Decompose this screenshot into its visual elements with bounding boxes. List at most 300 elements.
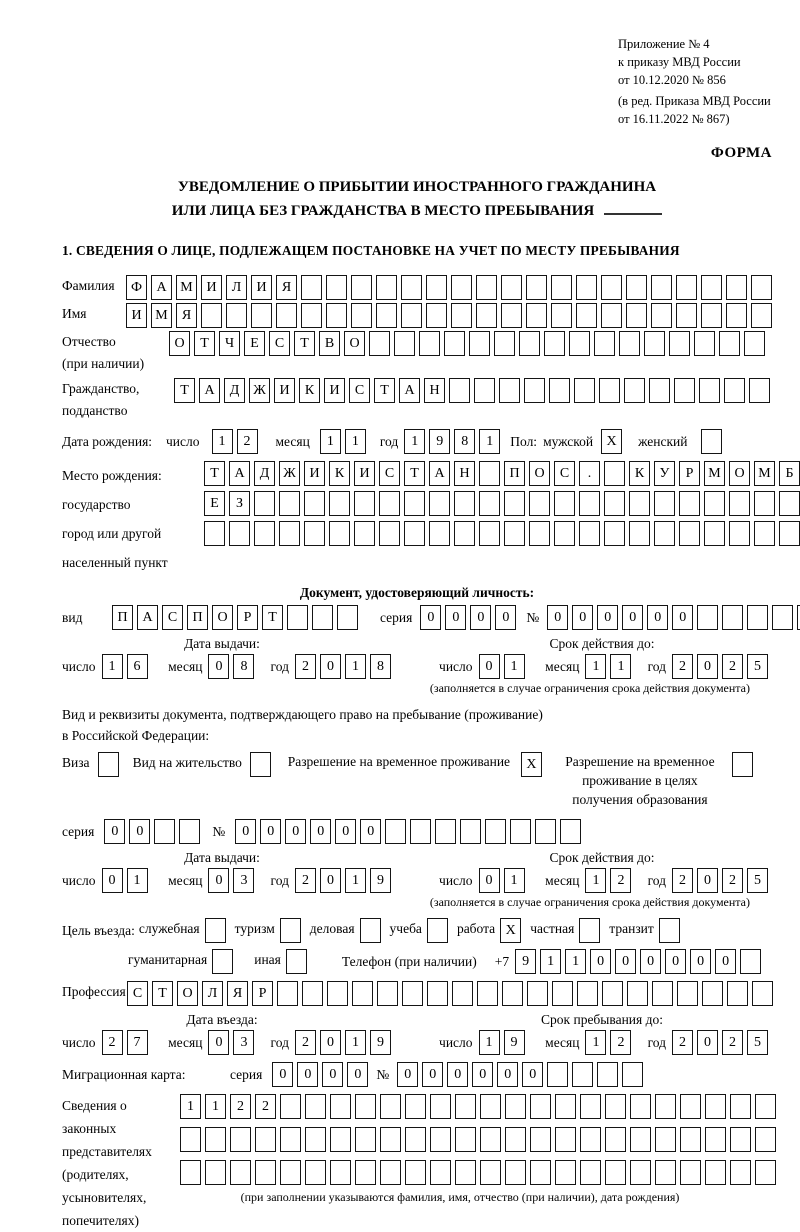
char-cell[interactable]: Л — [202, 981, 223, 1006]
char-cell[interactable] — [255, 1127, 276, 1152]
char-cell[interactable] — [601, 275, 622, 300]
char-cell[interactable]: 0 — [572, 605, 593, 630]
purpose-transit-checkbox[interactable] — [659, 918, 680, 943]
char-cell[interactable] — [751, 275, 772, 300]
char-cell[interactable]: П — [112, 605, 133, 630]
char-cell[interactable]: Т — [204, 461, 225, 486]
char-cell[interactable] — [629, 521, 650, 546]
char-cell[interactable]: Ф — [126, 275, 147, 300]
char-cell[interactable] — [555, 1127, 576, 1152]
char-cell[interactable] — [504, 521, 525, 546]
char-cell[interactable] — [577, 981, 598, 1006]
char-cell[interactable]: Т — [294, 331, 315, 356]
char-cell[interactable]: Е — [204, 491, 225, 516]
char-cell[interactable]: 0 — [297, 1062, 318, 1087]
char-cell[interactable] — [604, 521, 625, 546]
char-cell[interactable]: Н — [424, 378, 445, 403]
char-cell[interactable] — [405, 1094, 426, 1119]
char-cell[interactable]: 0 — [347, 1062, 368, 1087]
char-cell[interactable] — [330, 1127, 351, 1152]
char-cell[interactable] — [279, 491, 300, 516]
char-cell[interactable]: 1 — [504, 654, 525, 679]
char-cell[interactable] — [680, 1094, 701, 1119]
char-cell[interactable] — [426, 303, 447, 328]
char-cell[interactable]: 0 — [479, 654, 500, 679]
char-cell[interactable] — [751, 303, 772, 328]
char-cell[interactable] — [355, 1160, 376, 1185]
char-cell[interactable]: 2 — [102, 1030, 123, 1055]
char-cell[interactable] — [330, 1094, 351, 1119]
char-cell[interactable] — [430, 1127, 451, 1152]
char-cell[interactable]: 2 — [672, 654, 693, 679]
char-cell[interactable]: 3 — [233, 868, 254, 893]
char-cell[interactable] — [444, 331, 465, 356]
char-cell[interactable] — [226, 303, 247, 328]
char-cell[interactable]: 0 — [665, 949, 686, 974]
char-cell[interactable]: 0 — [422, 1062, 443, 1087]
purpose-other-checkbox[interactable] — [286, 949, 307, 974]
char-cell[interactable]: 0 — [615, 949, 636, 974]
char-cell[interactable]: 0 — [472, 1062, 493, 1087]
char-cell[interactable]: А — [151, 275, 172, 300]
char-cell[interactable] — [402, 981, 423, 1006]
char-cell[interactable] — [560, 819, 581, 844]
char-cell[interactable] — [501, 303, 522, 328]
char-cell[interactable]: 0 — [547, 605, 568, 630]
char-cell[interactable]: 1 — [610, 654, 631, 679]
char-cell[interactable]: 0 — [285, 819, 306, 844]
char-cell[interactable]: О — [177, 981, 198, 1006]
char-cell[interactable] — [376, 275, 397, 300]
char-cell[interactable]: 1 — [479, 1030, 500, 1055]
char-cell[interactable] — [279, 521, 300, 546]
char-cell[interactable]: С — [127, 981, 148, 1006]
char-cell[interactable]: К — [299, 378, 320, 403]
char-cell[interactable] — [574, 378, 595, 403]
char-cell[interactable]: 1 — [585, 1030, 606, 1055]
char-cell[interactable] — [337, 605, 358, 630]
char-cell[interactable]: Н — [454, 461, 475, 486]
char-cell[interactable] — [380, 1160, 401, 1185]
char-cell[interactable] — [552, 981, 573, 1006]
char-cell[interactable]: 2 — [230, 1094, 251, 1119]
char-cell[interactable] — [627, 981, 648, 1006]
char-cell[interactable] — [524, 378, 545, 403]
temp-residence-checkbox[interactable]: X — [521, 752, 542, 777]
char-cell[interactable] — [460, 819, 481, 844]
char-cell[interactable]: С — [379, 461, 400, 486]
char-cell[interactable] — [651, 275, 672, 300]
char-cell[interactable]: М — [176, 275, 197, 300]
char-cell[interactable]: 9 — [429, 429, 450, 454]
char-cell[interactable] — [605, 1160, 626, 1185]
char-cell[interactable]: 1 — [585, 868, 606, 893]
char-cell[interactable]: 0 — [320, 654, 341, 679]
char-cell[interactable] — [701, 275, 722, 300]
char-cell[interactable] — [674, 378, 695, 403]
char-cell[interactable] — [754, 521, 775, 546]
char-cell[interactable] — [401, 275, 422, 300]
char-cell[interactable] — [505, 1160, 526, 1185]
char-cell[interactable]: С — [162, 605, 183, 630]
char-cell[interactable] — [547, 1062, 568, 1087]
char-cell[interactable] — [626, 303, 647, 328]
char-cell[interactable]: 1 — [345, 429, 366, 454]
char-cell[interactable] — [254, 521, 275, 546]
char-cell[interactable]: 0 — [697, 654, 718, 679]
char-cell[interactable]: 2 — [722, 654, 743, 679]
char-cell[interactable] — [694, 331, 715, 356]
char-cell[interactable] — [626, 275, 647, 300]
char-cell[interactable] — [724, 378, 745, 403]
char-cell[interactable] — [649, 378, 670, 403]
char-cell[interactable] — [730, 1094, 751, 1119]
char-cell[interactable] — [419, 331, 440, 356]
char-cell[interactable] — [630, 1127, 651, 1152]
char-cell[interactable]: Т — [194, 331, 215, 356]
char-cell[interactable] — [729, 521, 750, 546]
visa-checkbox[interactable] — [98, 752, 119, 777]
char-cell[interactable] — [501, 275, 522, 300]
char-cell[interactable] — [551, 303, 572, 328]
char-cell[interactable]: 0 — [320, 868, 341, 893]
char-cell[interactable]: 0 — [129, 819, 150, 844]
char-cell[interactable]: И — [126, 303, 147, 328]
char-cell[interactable] — [326, 303, 347, 328]
char-cell[interactable]: 0 — [497, 1062, 518, 1087]
char-cell[interactable] — [454, 491, 475, 516]
char-cell[interactable]: 9 — [370, 868, 391, 893]
char-cell[interactable] — [376, 303, 397, 328]
char-cell[interactable] — [554, 491, 575, 516]
char-cell[interactable] — [544, 331, 565, 356]
char-cell[interactable] — [651, 303, 672, 328]
char-cell[interactable] — [505, 1094, 526, 1119]
char-cell[interactable] — [744, 331, 765, 356]
char-cell[interactable] — [597, 1062, 618, 1087]
char-cell[interactable] — [410, 819, 431, 844]
char-cell[interactable] — [730, 1160, 751, 1185]
char-cell[interactable]: Ж — [279, 461, 300, 486]
char-cell[interactable]: 0 — [335, 819, 356, 844]
char-cell[interactable]: К — [329, 461, 350, 486]
char-cell[interactable]: Т — [262, 605, 283, 630]
char-cell[interactable] — [430, 1094, 451, 1119]
char-cell[interactable]: С — [554, 461, 575, 486]
char-cell[interactable] — [304, 521, 325, 546]
char-cell[interactable] — [502, 981, 523, 1006]
char-cell[interactable]: 0 — [522, 1062, 543, 1087]
char-cell[interactable]: 0 — [445, 605, 466, 630]
char-cell[interactable]: 1 — [479, 429, 500, 454]
char-cell[interactable]: 2 — [295, 1030, 316, 1055]
char-cell[interactable] — [180, 1127, 201, 1152]
char-cell[interactable]: И — [324, 378, 345, 403]
char-cell[interactable] — [602, 981, 623, 1006]
char-cell[interactable] — [555, 1160, 576, 1185]
char-cell[interactable]: 0 — [590, 949, 611, 974]
char-cell[interactable]: Я — [276, 275, 297, 300]
char-cell[interactable] — [380, 1094, 401, 1119]
char-cell[interactable]: Т — [374, 378, 395, 403]
char-cell[interactable] — [301, 303, 322, 328]
char-cell[interactable]: 0 — [260, 819, 281, 844]
char-cell[interactable] — [305, 1160, 326, 1185]
char-cell[interactable] — [729, 491, 750, 516]
char-cell[interactable] — [329, 491, 350, 516]
char-cell[interactable] — [377, 981, 398, 1006]
char-cell[interactable] — [280, 1094, 301, 1119]
char-cell[interactable] — [605, 1094, 626, 1119]
char-cell[interactable] — [401, 303, 422, 328]
char-cell[interactable] — [726, 303, 747, 328]
char-cell[interactable] — [679, 491, 700, 516]
char-cell[interactable] — [535, 819, 556, 844]
char-cell[interactable]: 0 — [208, 868, 229, 893]
char-cell[interactable] — [479, 521, 500, 546]
char-cell[interactable] — [452, 981, 473, 1006]
char-cell[interactable] — [601, 303, 622, 328]
char-cell[interactable]: 8 — [233, 654, 254, 679]
char-cell[interactable] — [529, 491, 550, 516]
purpose-work-checkbox[interactable]: X — [500, 918, 521, 943]
char-cell[interactable]: С — [349, 378, 370, 403]
char-cell[interactable]: К — [629, 461, 650, 486]
purpose-official-checkbox[interactable] — [205, 918, 226, 943]
sex-male-checkbox[interactable]: X — [601, 429, 622, 454]
char-cell[interactable] — [405, 1127, 426, 1152]
char-cell[interactable]: 1 — [404, 429, 425, 454]
char-cell[interactable]: 0 — [360, 819, 381, 844]
char-cell[interactable] — [435, 819, 456, 844]
char-cell[interactable]: Р — [679, 461, 700, 486]
char-cell[interactable] — [305, 1094, 326, 1119]
purpose-business-checkbox[interactable] — [360, 918, 381, 943]
char-cell[interactable]: Р — [252, 981, 273, 1006]
char-cell[interactable]: О — [529, 461, 550, 486]
char-cell[interactable]: 0 — [208, 654, 229, 679]
char-cell[interactable] — [772, 605, 793, 630]
char-cell[interactable]: 0 — [104, 819, 125, 844]
char-cell[interactable]: Б — [779, 461, 800, 486]
char-cell[interactable] — [380, 1127, 401, 1152]
char-cell[interactable]: П — [187, 605, 208, 630]
char-cell[interactable] — [330, 1160, 351, 1185]
char-cell[interactable]: Е — [244, 331, 265, 356]
char-cell[interactable] — [499, 378, 520, 403]
char-cell[interactable] — [676, 303, 697, 328]
char-cell[interactable]: И — [274, 378, 295, 403]
sex-female-checkbox[interactable] — [701, 429, 722, 454]
char-cell[interactable] — [530, 1094, 551, 1119]
char-cell[interactable] — [580, 1127, 601, 1152]
char-cell[interactable] — [451, 275, 472, 300]
char-cell[interactable]: 0 — [310, 819, 331, 844]
char-cell[interactable]: Я — [227, 981, 248, 1006]
char-cell[interactable]: 1 — [205, 1094, 226, 1119]
char-cell[interactable]: И — [201, 275, 222, 300]
char-cell[interactable] — [624, 378, 645, 403]
char-cell[interactable] — [429, 491, 450, 516]
char-cell[interactable] — [569, 331, 590, 356]
char-cell[interactable] — [580, 1160, 601, 1185]
char-cell[interactable]: 0 — [272, 1062, 293, 1087]
char-cell[interactable] — [752, 981, 773, 1006]
char-cell[interactable] — [530, 1127, 551, 1152]
char-cell[interactable] — [510, 819, 531, 844]
char-cell[interactable]: Л — [226, 275, 247, 300]
char-cell[interactable]: 8 — [454, 429, 475, 454]
char-cell[interactable] — [654, 521, 675, 546]
char-cell[interactable]: 1 — [320, 429, 341, 454]
char-cell[interactable]: А — [229, 461, 250, 486]
char-cell[interactable] — [676, 275, 697, 300]
char-cell[interactable] — [680, 1127, 701, 1152]
char-cell[interactable]: Ч — [219, 331, 240, 356]
char-cell[interactable] — [474, 378, 495, 403]
char-cell[interactable]: 2 — [237, 429, 258, 454]
char-cell[interactable] — [326, 275, 347, 300]
char-cell[interactable]: П — [504, 461, 525, 486]
char-cell[interactable] — [755, 1160, 776, 1185]
char-cell[interactable]: 5 — [747, 868, 768, 893]
char-cell[interactable] — [480, 1160, 501, 1185]
char-cell[interactable]: 5 — [747, 654, 768, 679]
char-cell[interactable] — [654, 491, 675, 516]
char-cell[interactable] — [355, 1094, 376, 1119]
char-cell[interactable] — [494, 331, 515, 356]
char-cell[interactable] — [697, 605, 718, 630]
char-cell[interactable] — [455, 1094, 476, 1119]
char-cell[interactable]: И — [304, 461, 325, 486]
char-cell[interactable] — [354, 521, 375, 546]
char-cell[interactable] — [385, 819, 406, 844]
char-cell[interactable] — [655, 1127, 676, 1152]
char-cell[interactable]: 9 — [504, 1030, 525, 1055]
char-cell[interactable] — [280, 1127, 301, 1152]
char-cell[interactable] — [754, 491, 775, 516]
char-cell[interactable] — [480, 1127, 501, 1152]
char-cell[interactable]: 1 — [585, 654, 606, 679]
char-cell[interactable]: Т — [174, 378, 195, 403]
char-cell[interactable] — [476, 303, 497, 328]
char-cell[interactable] — [305, 1127, 326, 1152]
char-cell[interactable] — [287, 605, 308, 630]
char-cell[interactable]: И — [354, 461, 375, 486]
char-cell[interactable] — [702, 981, 723, 1006]
char-cell[interactable]: Ж — [249, 378, 270, 403]
char-cell[interactable] — [699, 378, 720, 403]
char-cell[interactable]: 0 — [208, 1030, 229, 1055]
char-cell[interactable] — [701, 303, 722, 328]
char-cell[interactable] — [429, 521, 450, 546]
char-cell[interactable] — [579, 521, 600, 546]
char-cell[interactable]: 0 — [672, 605, 693, 630]
char-cell[interactable] — [619, 331, 640, 356]
char-cell[interactable]: 2 — [672, 1030, 693, 1055]
char-cell[interactable]: 1 — [565, 949, 586, 974]
char-cell[interactable]: Т — [404, 461, 425, 486]
char-cell[interactable] — [605, 1127, 626, 1152]
char-cell[interactable] — [705, 1160, 726, 1185]
char-cell[interactable]: 9 — [370, 1030, 391, 1055]
char-cell[interactable]: У — [654, 461, 675, 486]
char-cell[interactable]: 0 — [479, 868, 500, 893]
char-cell[interactable] — [477, 981, 498, 1006]
char-cell[interactable]: Д — [254, 461, 275, 486]
char-cell[interactable] — [726, 275, 747, 300]
char-cell[interactable]: 6 — [127, 654, 148, 679]
char-cell[interactable]: 2 — [722, 868, 743, 893]
char-cell[interactable]: М — [754, 461, 775, 486]
char-cell[interactable] — [312, 605, 333, 630]
char-cell[interactable]: В — [319, 331, 340, 356]
char-cell[interactable]: 0 — [320, 1030, 341, 1055]
char-cell[interactable] — [572, 1062, 593, 1087]
char-cell[interactable]: 0 — [647, 605, 668, 630]
char-cell[interactable]: О — [729, 461, 750, 486]
char-cell[interactable]: О — [212, 605, 233, 630]
char-cell[interactable] — [449, 378, 470, 403]
char-cell[interactable] — [779, 521, 800, 546]
char-cell[interactable] — [644, 331, 665, 356]
char-cell[interactable] — [749, 378, 770, 403]
char-cell[interactable] — [655, 1160, 676, 1185]
char-cell[interactable]: 0 — [715, 949, 736, 974]
char-cell[interactable] — [555, 1094, 576, 1119]
char-cell[interactable] — [451, 303, 472, 328]
char-cell[interactable] — [579, 491, 600, 516]
char-cell[interactable]: С — [269, 331, 290, 356]
char-cell[interactable] — [669, 331, 690, 356]
char-cell[interactable]: 0 — [697, 868, 718, 893]
residence-permit-checkbox[interactable] — [250, 752, 271, 777]
char-cell[interactable] — [154, 819, 175, 844]
char-cell[interactable]: М — [151, 303, 172, 328]
char-cell[interactable] — [277, 981, 298, 1006]
char-cell[interactable]: З — [229, 491, 250, 516]
char-cell[interactable]: 5 — [747, 1030, 768, 1055]
char-cell[interactable] — [747, 605, 768, 630]
char-cell[interactable] — [280, 1160, 301, 1185]
char-cell[interactable]: 2 — [672, 868, 693, 893]
purpose-tourism-checkbox[interactable] — [280, 918, 301, 943]
char-cell[interactable] — [355, 1127, 376, 1152]
char-cell[interactable]: Я — [176, 303, 197, 328]
char-cell[interactable] — [369, 331, 390, 356]
char-cell[interactable] — [455, 1160, 476, 1185]
char-cell[interactable] — [255, 1160, 276, 1185]
char-cell[interactable] — [230, 1127, 251, 1152]
char-cell[interactable] — [352, 981, 373, 1006]
char-cell[interactable]: А — [137, 605, 158, 630]
char-cell[interactable] — [354, 491, 375, 516]
char-cell[interactable] — [655, 1094, 676, 1119]
char-cell[interactable] — [327, 981, 348, 1006]
char-cell[interactable]: А — [399, 378, 420, 403]
char-cell[interactable]: 0 — [322, 1062, 343, 1087]
char-cell[interactable] — [622, 1062, 643, 1087]
char-cell[interactable]: 7 — [127, 1030, 148, 1055]
char-cell[interactable]: 0 — [447, 1062, 468, 1087]
char-cell[interactable]: 0 — [235, 819, 256, 844]
char-cell[interactable]: А — [199, 378, 220, 403]
char-cell[interactable]: 0 — [622, 605, 643, 630]
char-cell[interactable] — [394, 331, 415, 356]
char-cell[interactable] — [719, 331, 740, 356]
char-cell[interactable] — [551, 275, 572, 300]
char-cell[interactable] — [304, 491, 325, 516]
